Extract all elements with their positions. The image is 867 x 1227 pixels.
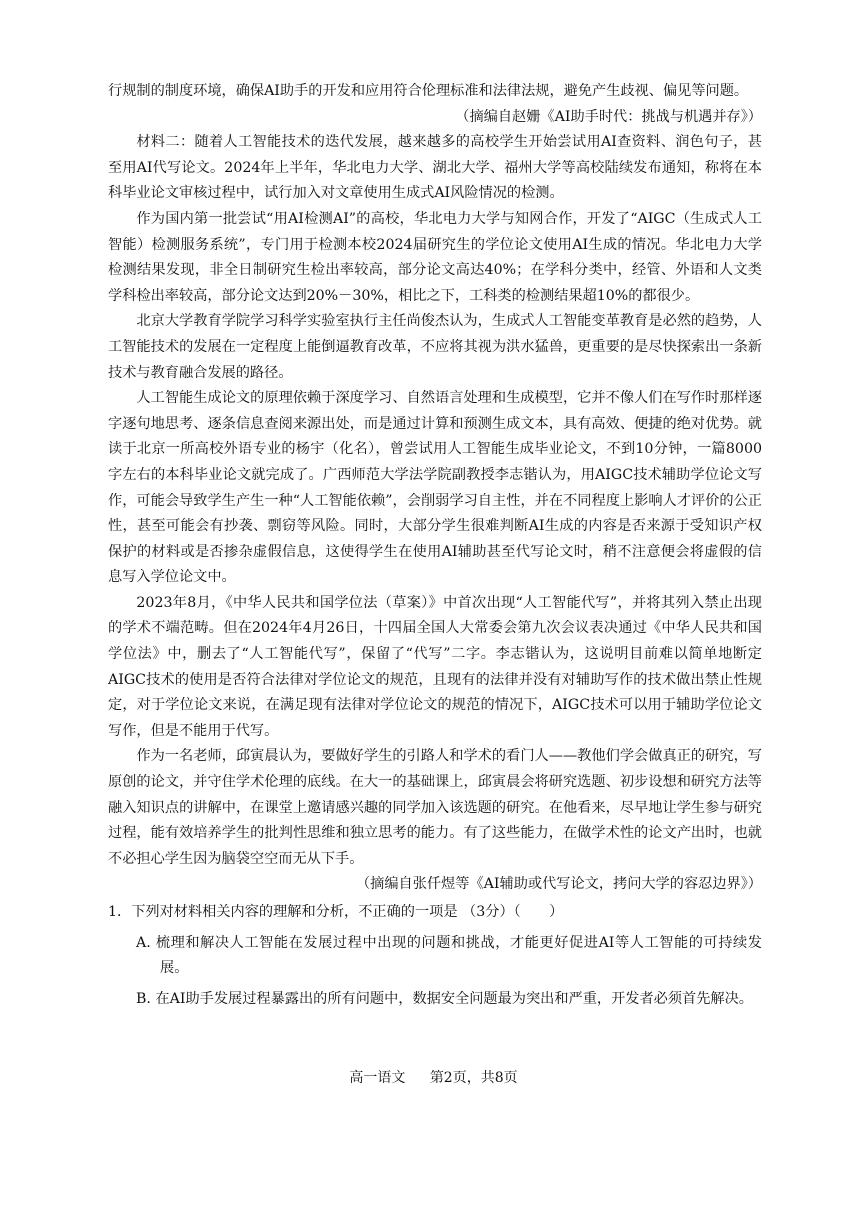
- material-two-paragraph-6: 作为一名老师，邱寅晨认为，要做好学生的引路人和学术的看门人——教他们学会做真正的研究，写原创的论文，并守住学术伦理的底线。在大一的基础课上，邱寅晨会将研究选题、初步设想和研究方法等融入知识点的讲解中，在课堂上邀请感兴趣的同学加入该选题的研究。在他看来，尽早地让学生参与研究过程，能有效培养学生的批判性思维和独立思考的能力。有了这些能力，在做学术性的论文产出时，也就不必担心学生因为脑袋空空而无从下手。: [108, 748, 762, 867]
- footer-page-number: 第2页，共8页: [429, 1070, 518, 1086]
- source-citation-2: （摘编自张仟煜等《AI辅助或代写论文，拷问大学的容忍边界》）: [355, 876, 762, 893]
- source-citation-1: （摘编自赵姗《AI助手时代：挑战与机遇并存》）: [455, 108, 762, 125]
- footer-subject: 高一语文: [349, 1070, 406, 1086]
- option-a: A. 梳理和解决人工智能在发展过程中出现的问题和挑战，才能更好促进AI等人工智能的可持续发展。: [136, 934, 762, 977]
- option-b: B. 在AI助手发展过程暴露出的所有问题中，数据安全问题最为突出和严重，开发者必须首先解决。: [136, 990, 753, 1007]
- page-footer: [0, 1066, 867, 1092]
- material-two-paragraph-4: 人工智能生成论文的原理依赖于深度学习、自然语言处理和生成模型，它并不像人们在写作时那样逐字逐句地思考、逐条信息查阅来源出处，而是通过计算和预测生成文本，具有高效、便捷的绝对优势。就读于北京一所高校外语专业的杨宇（化名），曾尝试用人工智能生成毕业论文，不到10分钟，一篇8000字左右的本科毕业论文就完成了。广西师范大学法学院副教授李志锴认为，用AIGC技术辅助学位论文写作，可能会导致学生产生一种“人工智能依赖”，会削弱学习自主性，并在不同程度上影响人才评价的公正性，甚至可能会有抄袭、剽窃等风险。同时，大部分学生很难判断AI生成的内容是否来源于受知识产权保护的材料或是否掺杂虚假信息，这使得学生在使用AI辅助甚至代写论文时，稍不注意便会将虚假的信息写入学位论文中。: [108, 390, 762, 586]
- material-two-paragraph-3: 北京大学教育学院学习科学实验室执行主任尚俊杰认为，生成式人工智能变革教育是必然的趋势，人工智能技术的发展在一定程度上能倒逼教育改革，不应将其视为洪水猛兽，更重要的是尽快探索出一条新技术与教育融合发展的路径。: [108, 313, 762, 381]
- paragraph-continued: 行规制的制度环境，确保AI助手的开发和应用符合伦理标准和法律法规，避免产生歧视、偏见等问题。: [108, 83, 749, 99]
- question-stem: 1．下列对材料相关内容的理解和分析，不正确的一项是 （3分）（ ）: [108, 904, 564, 920]
- page-content: [108, 79, 762, 1012]
- material-two-paragraph-2: 作为国内第一批尝试“用AI检测AI”的高校，华北电力大学与知网合作，开发了“AIGC（生成式人工智能）检测服务系统”，专门用于检测本校2024届研究生的学位论文使用AI生成的情况。华北电力大学检测结果发现，非全日制研究生检出率较高，部分论文高达40%；在学科分类中，经管、外语和人文类学科检出率较高，部分论文达到20%－30%，相比之下，工科类的检测结果超10%的都很少。: [108, 210, 762, 304]
- material-two-paragraph-1: 材料二：随着人工智能技术的迭代发展，越来越多的高校学生开始尝试用AI查资料、润色句子，甚至用AI代写论文。2024年上半年，华北电力大学、湖北大学、福州大学等高校陆续发布通知，称将在本科毕业论文审核过程中，试行加入对文章使用生成式AI风险情况的检测。: [108, 134, 762, 202]
- material-two-paragraph-5: 2023年8月，《中华人民共和国学位法（草案）》中首次出现“人工智能代写”，并将其列入禁止出现的学术不端范畴。但在2024年4月26日，十四届全国人大常委会第九次会议表决通过《中华人民共和国学位法》中，删去了“人工智能代写”，保留了“代写”二字。李志锴认为，这说明目前难以简单地断定AIGC技术的使用是否符合法律对学位论文的规范，且现有的法律并没有对辅助写作的技术做出禁止性规定，对于学位论文来说，在满足现有法律对学位论文的规范的情况下，AIGC技术可以用于辅助学位论文写作，但是不能用于代写。: [108, 594, 762, 739]
